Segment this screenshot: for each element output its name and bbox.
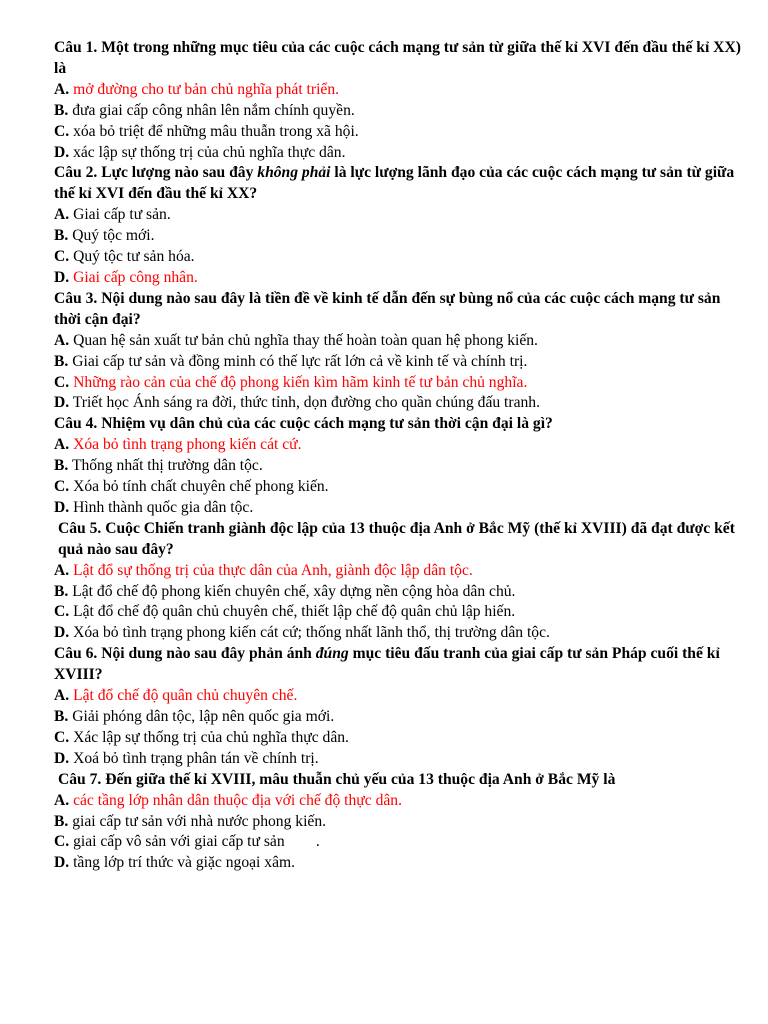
question-text: Câu 4. Nhiệm vụ dân chủ của các cuộc cách mạng tư sản thời cận đại là gì? xyxy=(54,415,553,433)
option-c: C. Quý tộc tư sản hóa. xyxy=(54,248,195,266)
option-b: B. giai cấp tư sản với nhà nước phong kiến. xyxy=(54,812,327,830)
option-b: B. Giai cấp tư sản và đồng minh có thế lực rất lớn cả về kinh tế và chính trị. xyxy=(54,352,528,370)
option-d: D. Triết học Ánh sáng ra đời, thức tỉnh, dọn đường cho quần chúng đấu tranh. xyxy=(54,394,541,412)
option-a: A. Lật đổ sự thống trị của thực dân của Anh, giành độc lập dân tộc. xyxy=(54,561,473,579)
question-text: Câu 1. Một trong những mục tiêu của các cuộc cách mạng tư sản từ giữa thế kỉ XVI đến đầu thế kỉ XX) là xyxy=(54,39,741,77)
emphasis: không phải xyxy=(257,164,331,182)
option-a: A. mở đường cho tư bản chủ nghĩa phát triển. xyxy=(54,80,340,98)
option-b: B. Giải phóng dân tộc, lập nên quốc gia mới. xyxy=(54,708,335,725)
option-a: A. Quan hệ sản xuất tư bản chủ nghĩa thay thế hoàn toàn quan hệ phong kiến. xyxy=(54,331,538,349)
question-1 xyxy=(54,38,744,163)
question-7 xyxy=(54,770,744,875)
option-c: C. Xóa bỏ tính chất chuyên chế phong kiến. xyxy=(54,478,329,496)
question-6 xyxy=(54,644,744,769)
option-b: B. Thống nhất thị trường dân tộc. xyxy=(54,457,263,475)
option-d: D. Xóa bỏ tình trạng phong kiến cát cứ; thống nhất lãnh thổ, thị trường dân tộc. xyxy=(54,624,550,642)
option-d: D. Xoá bỏ tình trạng phân tán về chính trị. xyxy=(54,749,319,767)
option-b: B. Quý tộc mới. xyxy=(54,227,155,245)
quiz-document xyxy=(54,38,744,874)
option-d: D. xác lập sự thống trị của chủ nghĩa thực dân. xyxy=(54,143,346,161)
option-c: C. giai cấp vô sản với giai cấp tư sản . xyxy=(54,833,320,851)
option-c: C. Lật đổ chế độ quân chủ chuyên chế, thiết lập chế độ quân chủ lập hiến. xyxy=(54,603,516,621)
question-text: Câu 7. Đến giữa thế kỉ XVIII, mâu thuẫn chủ yếu của 13 thuộc địa Anh ở Bắc Mỹ là xyxy=(58,770,616,788)
option-c: C. Những rào cản của chế độ phong kiến kìm hãm kinh tế tư bản chủ nghĩa. xyxy=(54,373,528,391)
option-c: C. xóa bỏ triệt để những mâu thuẫn trong xã hội. xyxy=(54,122,359,140)
question-5 xyxy=(54,519,744,644)
option-a: A. Xóa bỏ tình trạng phong kiến cát cứ. xyxy=(54,436,302,454)
emphasis: đúng xyxy=(315,645,349,663)
question-text: Câu 6. Nội dung nào sau đây phản ánh đúng mục tiêu đấu tranh của giai cấp tư sản Pháp cuối thế kỉ XVIII? xyxy=(54,645,720,684)
question-text: Câu 5. Cuộc Chiến tranh giành độc lập của 13 thuộc địa Anh ở Bắc Mỹ (thế kỉ XVIII) đã đạt được kết quả nào sau đây? xyxy=(58,519,735,558)
option-b: B. Lật đổ chế độ phong kiến chuyên chế, xây dựng nền cộng hòa dân chủ. xyxy=(54,582,516,600)
question-3 xyxy=(54,289,744,414)
option-d: D. Hình thành quốc gia dân tộc. xyxy=(54,498,254,516)
option-d: D. Giai cấp công nhân. xyxy=(54,268,198,286)
question-2 xyxy=(54,163,744,288)
option-a: A. Giai cấp tư sản. xyxy=(54,206,171,224)
option-a: A. Lật đổ chế độ quân chủ chuyên chế. xyxy=(54,687,298,705)
option-b: B. đưa giai cấp công nhân lên nắm chính quyền. xyxy=(54,101,355,119)
option-d: D. tầng lớp trí thức và giặc ngoại xâm. xyxy=(54,854,296,872)
option-a: A. các tầng lớp nhân dân thuộc địa với chế độ thực dân. xyxy=(54,791,402,809)
question-text: Câu 3. Nội dung nào sau đây là tiền đề về kinh tế dẫn đến sự bùng nổ của các cuộc cách mạng tư sản thời cận đại? xyxy=(54,289,721,328)
question-4 xyxy=(54,414,744,519)
question-text: Câu 2. Lực lượng nào sau đây không phải là lực lượng lãnh đạo của các cuộc cách mạng tư sản từ giữa thế kỉ XVI đến đầu thế kỉ XX? xyxy=(54,164,735,203)
option-c: C. Xác lập sự thống trị của chủ nghĩa thực dân. xyxy=(54,728,349,746)
